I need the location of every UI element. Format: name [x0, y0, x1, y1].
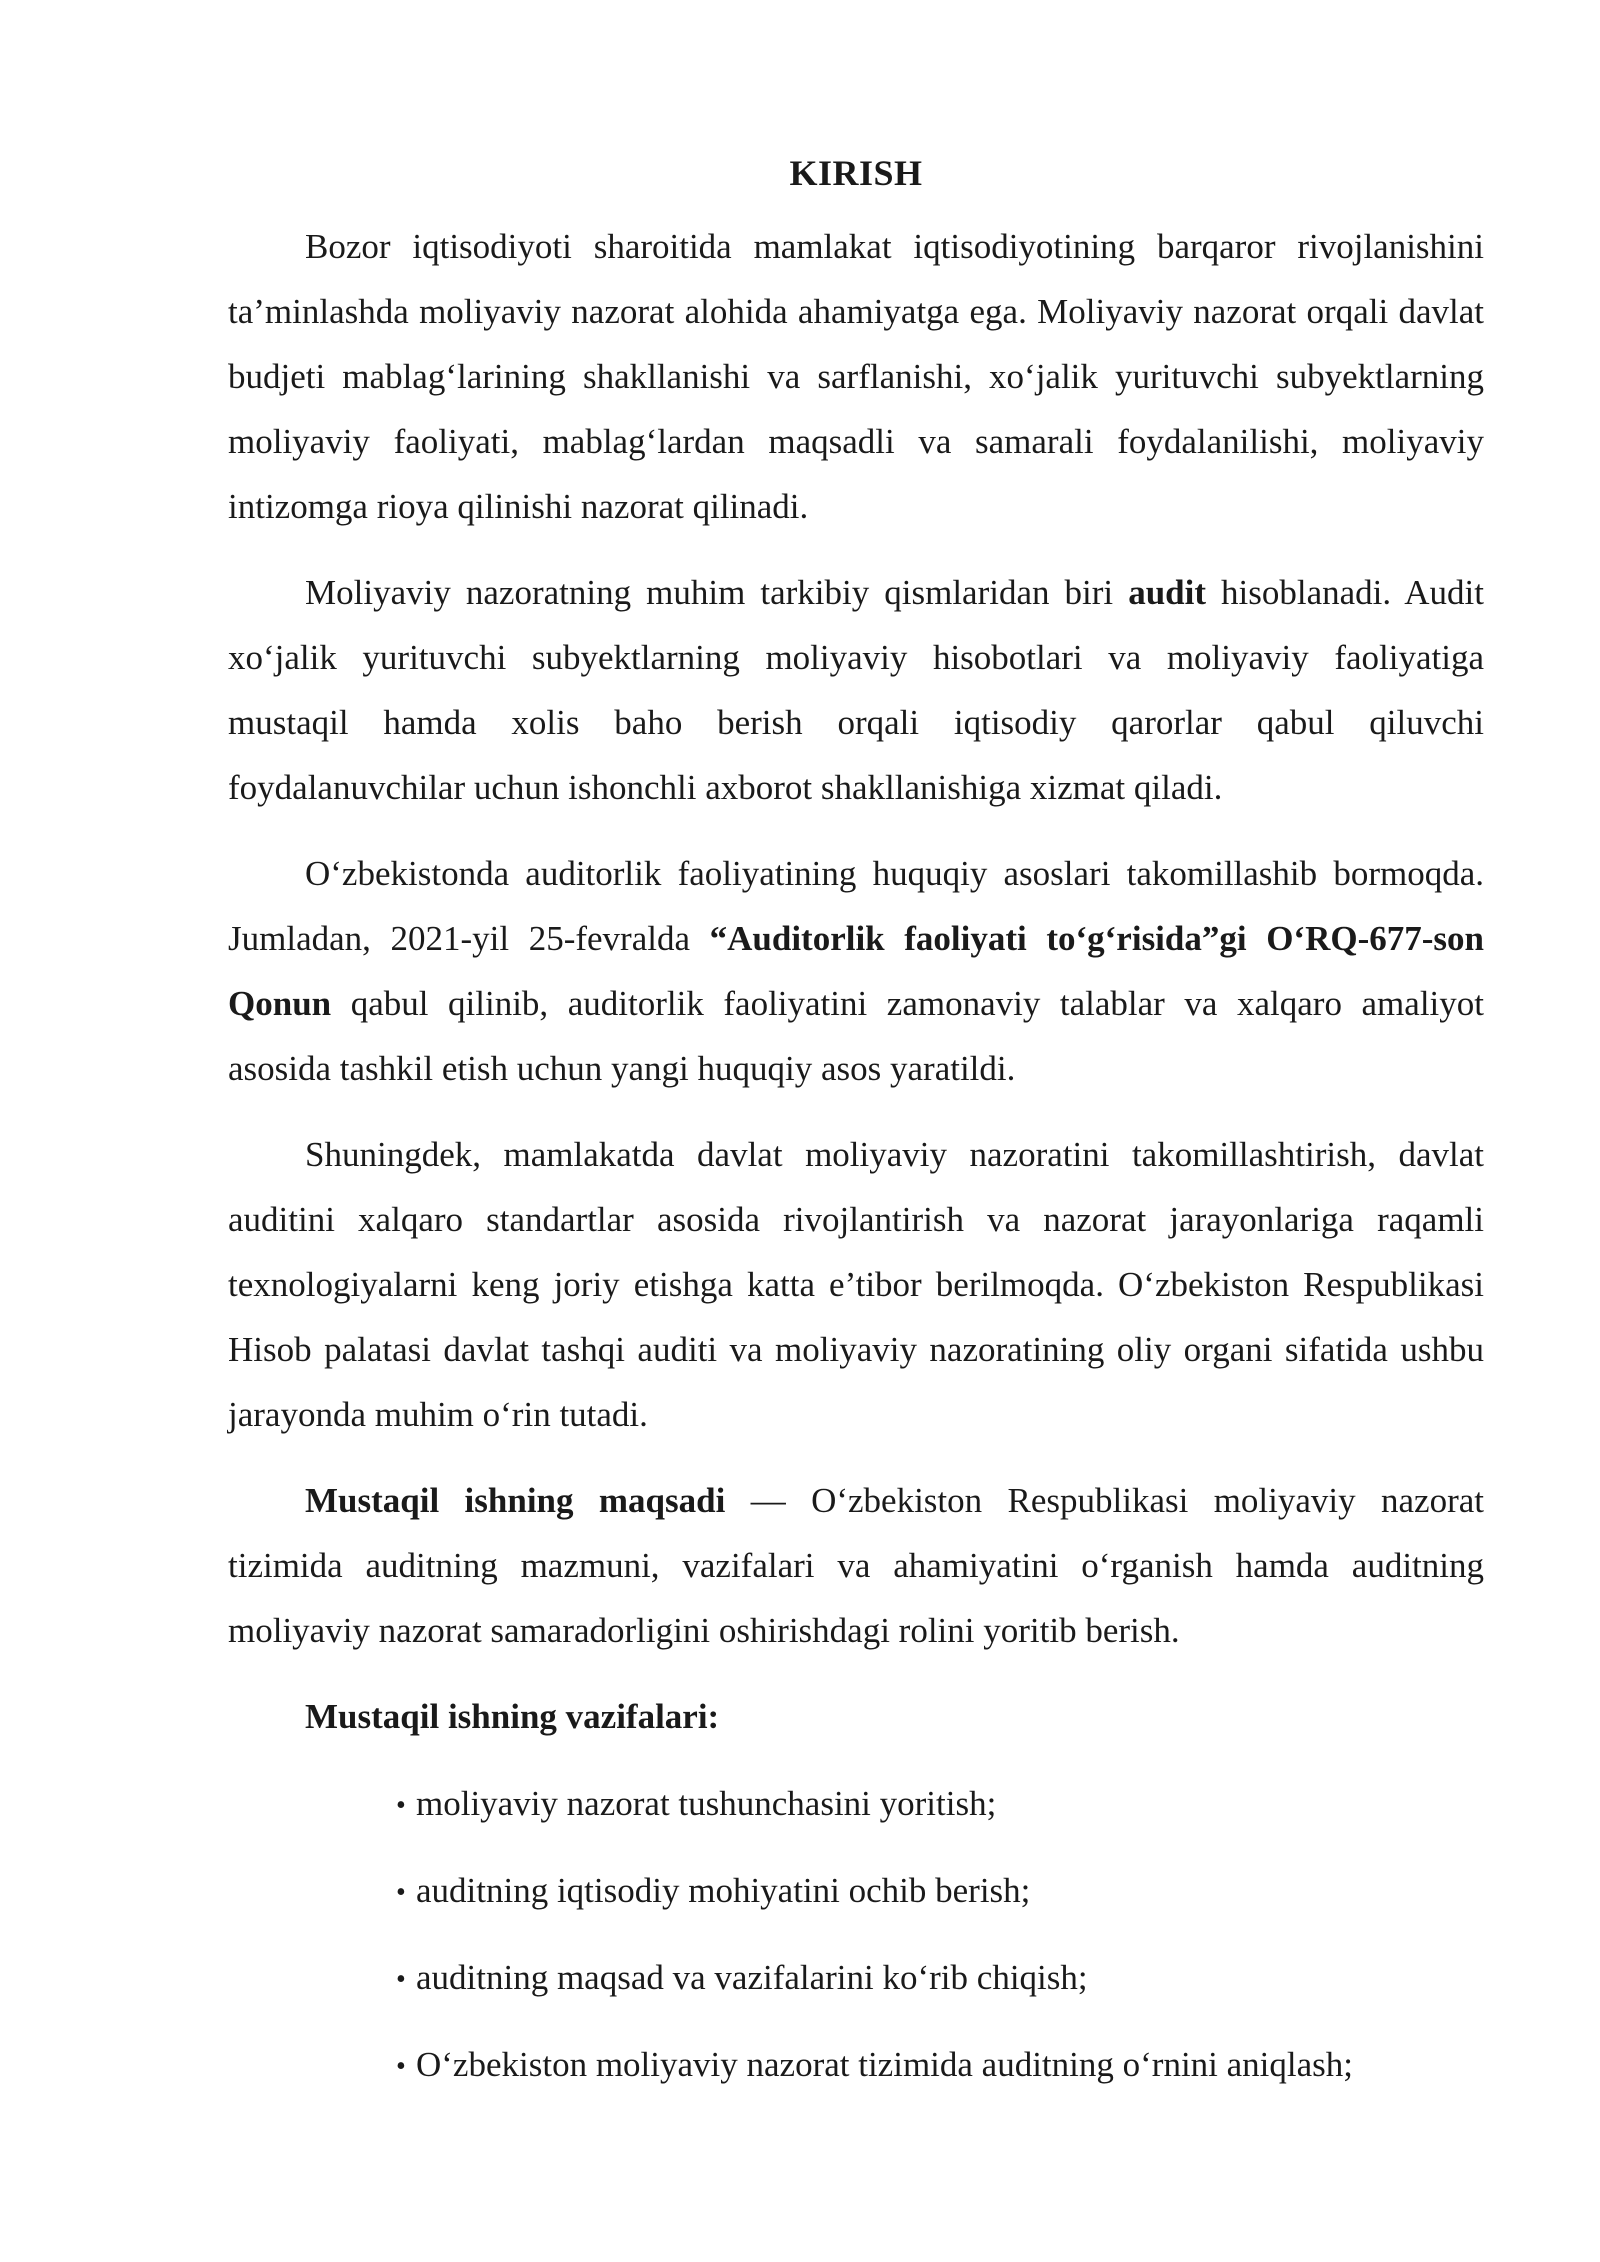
task-text: moliyaviy nazorat tushunchasini yoritish; — [416, 1784, 997, 1823]
page-title: KIRISH — [789, 153, 923, 193]
paragraph-goal — [228, 1468, 1484, 1663]
tasks-heading: Mustaqil ishning vazifalari: — [305, 1697, 720, 1736]
bullet-icon: • — [396, 1790, 406, 1821]
paragraph-audit — [228, 560, 1484, 820]
bullet-icon: • — [396, 1877, 406, 1908]
paragraph-goal-text: — O‘zbekiston Respublikasi moliyaviy nazorat tizimida auditning mazmuni, vazifalari va ahamiyatini o‘rganish hamda auditning moliyaviy nazorat samaradorligini oshirishdagi rolini yoritib berish. — [228, 1481, 1484, 1650]
task-item — [396, 2032, 1484, 2097]
task-text: auditning iqtisodiy mohiyatini ochib berish; — [416, 1871, 1031, 1910]
paragraph-law-text-end: qabul qilinib, auditorlik faoliyatini zamonaviy talablar va xalqaro amaliyot asosida tashkil etish uchun yangi huquqiy asos yaratildi. — [228, 984, 1484, 1088]
paragraph-audit-bold-term: audit — [1128, 573, 1206, 612]
page-content — [228, 148, 1484, 2119]
bullet-icon: • — [396, 2051, 406, 2082]
task-item — [396, 1945, 1484, 2010]
paragraph-state-audit: Shuningdek, mamlakatda davlat moliyaviy nazoratini takomillashtirish, davlat auditini xalqaro standartlar asosida rivojlantirish va nazorat jarayonlariga raqamli texnologiyalarni keng joriy etishga katta e’tibor berilmoqda. O‘zbekiston Respublikasi Hisob palatasi davlat tashqi auditi va moliyaviy nazoratining oliy organi sifatida ushbu jarayonda muhim o‘rin tutadi. — [228, 1135, 1484, 1434]
paragraph-audit-text-start: Moliyaviy nazoratning muhim tarkibiy qismlaridan biri — [305, 573, 1129, 612]
task-item — [396, 1771, 1484, 1836]
paragraph-law — [228, 841, 1484, 1101]
paragraph-intro: Bozor iqtisodiyoti sharoitida mamlakat iqtisodiyotining barqaror rivojlanishini ta’minlashda moliyaviy nazorat alohida ahamiyatga ega. Moliyaviy nazorat orqali davlat budjeti mablag‘larining shakllanishi va sarflanishi, xo‘jalik yurituvchi subyektlarning moliyaviy faoliyati, mablag‘lardan maqsadli va samarali foydalanilishi, moliyaviy intizomga rioya qilinishi nazorat qilinadi. — [228, 227, 1484, 526]
paragraph-law-bold-law-name: “Auditorlik faoliyati to‘g‘risida”gi O‘RQ-677-son Qonun — [228, 919, 1484, 1023]
task-list — [228, 1771, 1484, 2097]
paragraph-goal-bold-label: Mustaqil ishning maqsadi — [305, 1481, 726, 1520]
task-item — [396, 1858, 1484, 1923]
paragraph-audit-text-end: hisoblanadi. Audit xo‘jalik yurituvchi subyektlarning moliyaviy hisobotlari va moliyaviy faoliyatiga mustaqil hamda xolis baho berish orqali iqtisodiy qarorlar qabul qiluvchi foydalanuvchilar uchun ishonchli axborot shakllanishiga xizmat qiladi. — [228, 573, 1484, 807]
bullet-icon: • — [396, 1964, 406, 1995]
task-text: auditning maqsad va vazifalarini ko‘rib chiqish; — [416, 1958, 1088, 1997]
paragraph-law-text-start: O‘zbekistonda auditorlik faoliyatining huquqiy asoslari takomillashib bormoqda. Jumladan, 2021-yil 25-fevralda — [228, 854, 1484, 958]
task-text: O‘zbekiston moliyaviy nazorat tizimida auditning o‘rnini aniqlash; — [416, 2045, 1354, 2084]
